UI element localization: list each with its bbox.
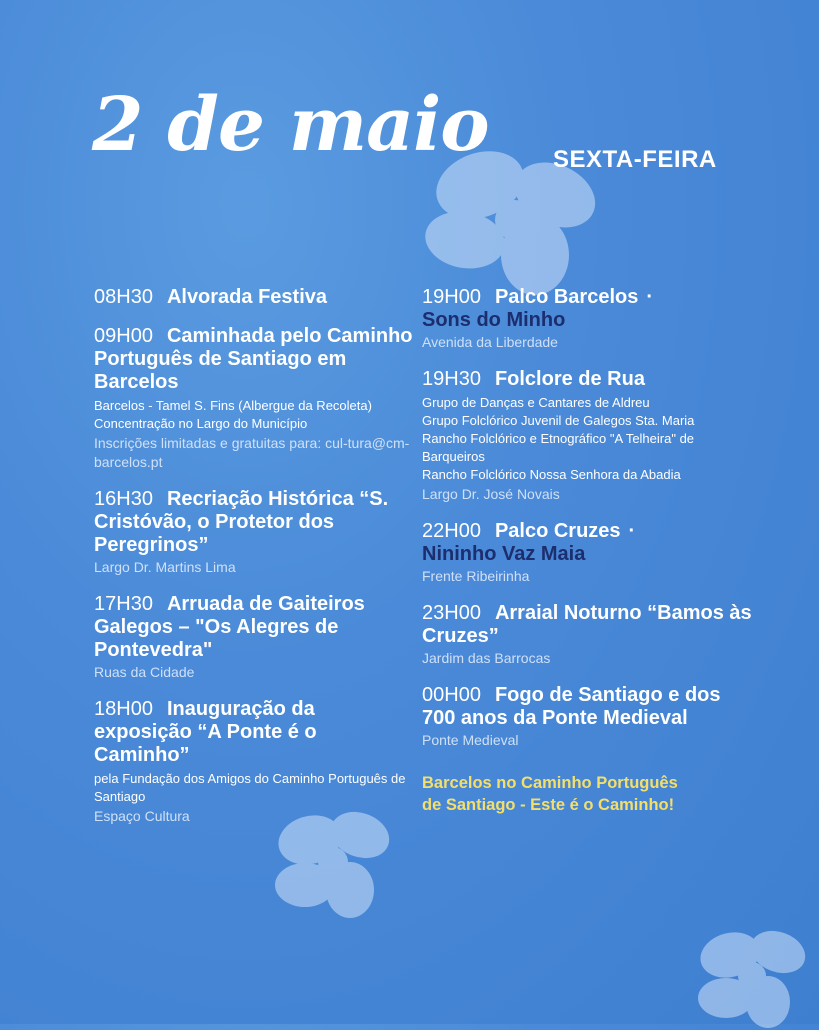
event-title: Caminhada pelo Caminho Português de Santiago em Barcelos bbox=[94, 325, 413, 393]
event-location: Avenida da Liberdade bbox=[422, 334, 558, 350]
event-time: 09H00 bbox=[94, 325, 153, 347]
event-item bbox=[422, 602, 752, 668]
event-time: 18H00 bbox=[94, 698, 153, 720]
event-time: 00H00 bbox=[422, 684, 481, 706]
event-time: 19H30 bbox=[422, 368, 481, 390]
event-location: Largo Dr. José Novais bbox=[422, 486, 560, 502]
event-item bbox=[94, 325, 414, 472]
event-title: Palco Cruzes bbox=[494, 520, 621, 542]
event-title: Fogo de Santiago e dos 700 anos da Ponte Medieval bbox=[422, 684, 721, 729]
event-title: Recriação Histórica “S. Cristóvão, o Protetor dos Peregrinos” bbox=[94, 488, 389, 556]
event-time: 19H00 bbox=[422, 286, 481, 308]
bullet-dot: · bbox=[628, 520, 636, 542]
event-title: Palco Barcelos bbox=[494, 286, 639, 308]
event-detail: pela Fundação dos Amigos do Caminho Português de Santiago bbox=[94, 771, 406, 804]
event-detail: Rancho Folclórico Nossa Senhora da Abadia bbox=[422, 467, 681, 482]
flower-icon bbox=[690, 920, 810, 1030]
weekday-label: SEXTA-FEIRA bbox=[553, 146, 717, 173]
event-location: Largo Dr. Martins Lima bbox=[94, 559, 236, 575]
bullet-dot: · bbox=[646, 286, 654, 308]
event-time: 08H30 bbox=[94, 286, 153, 308]
event-subtitle: Nininho Vaz Maia bbox=[422, 543, 586, 565]
event-title: Arraial Noturno “Bamos às Cruzes” bbox=[422, 602, 752, 647]
event-detail: Barcelos - Tamel S. Fins (Albergue da Recoleta) bbox=[94, 398, 372, 413]
event-item bbox=[422, 286, 752, 352]
event-subtitle: Sons do Minho bbox=[422, 309, 566, 331]
event-time: 16H30 bbox=[94, 488, 153, 510]
event-detail: Concentração no Largo do Município bbox=[94, 416, 308, 431]
date-title: 2 de maio bbox=[92, 82, 489, 168]
tagline bbox=[422, 772, 752, 816]
left-event-column bbox=[94, 286, 414, 842]
event-title: Inauguração da exposição “A Ponte é o Caminho” bbox=[94, 698, 317, 766]
event-item bbox=[94, 488, 414, 577]
event-detail: Grupo de Danças e Cantares de Aldreu bbox=[422, 395, 650, 410]
event-time: 17H30 bbox=[94, 593, 153, 615]
event-time: 22H00 bbox=[422, 520, 481, 542]
event-title: Alvorada Festiva bbox=[166, 286, 328, 308]
event-title: Folclore de Rua bbox=[494, 368, 645, 390]
event-item bbox=[422, 368, 752, 504]
event-title: Arruada de Gaiteiros Galegos – "Os Alegres de Pontevedra" bbox=[94, 593, 365, 661]
event-location: Espaço Cultura bbox=[94, 808, 190, 824]
event-detail: Grupo Folclórico Juvenil de Galegos Sta. Maria bbox=[422, 413, 695, 428]
tagline-line: de Santiago - Este é o Caminho! bbox=[422, 796, 675, 814]
event-location: Inscrições limitadas e gratuitas para: cul-tura@cm-barcelos.pt bbox=[94, 435, 410, 470]
event-item bbox=[422, 684, 752, 750]
event-item bbox=[94, 698, 414, 826]
event-detail: Rancho Folclórico e Etnográfico "A Telheira" de Barqueiros bbox=[422, 431, 695, 464]
event-location: Jardim das Barrocas bbox=[422, 650, 551, 666]
right-event-column bbox=[422, 286, 752, 816]
event-item bbox=[94, 286, 414, 309]
event-location: Ponte Medieval bbox=[422, 732, 519, 748]
event-item bbox=[94, 593, 414, 682]
event-time: 23H00 bbox=[422, 602, 481, 624]
event-item bbox=[422, 520, 752, 586]
event-location: Frente Ribeirinha bbox=[422, 568, 530, 584]
tagline-line: Barcelos no Caminho Português bbox=[422, 774, 678, 792]
event-location: Ruas da Cidade bbox=[94, 664, 195, 680]
